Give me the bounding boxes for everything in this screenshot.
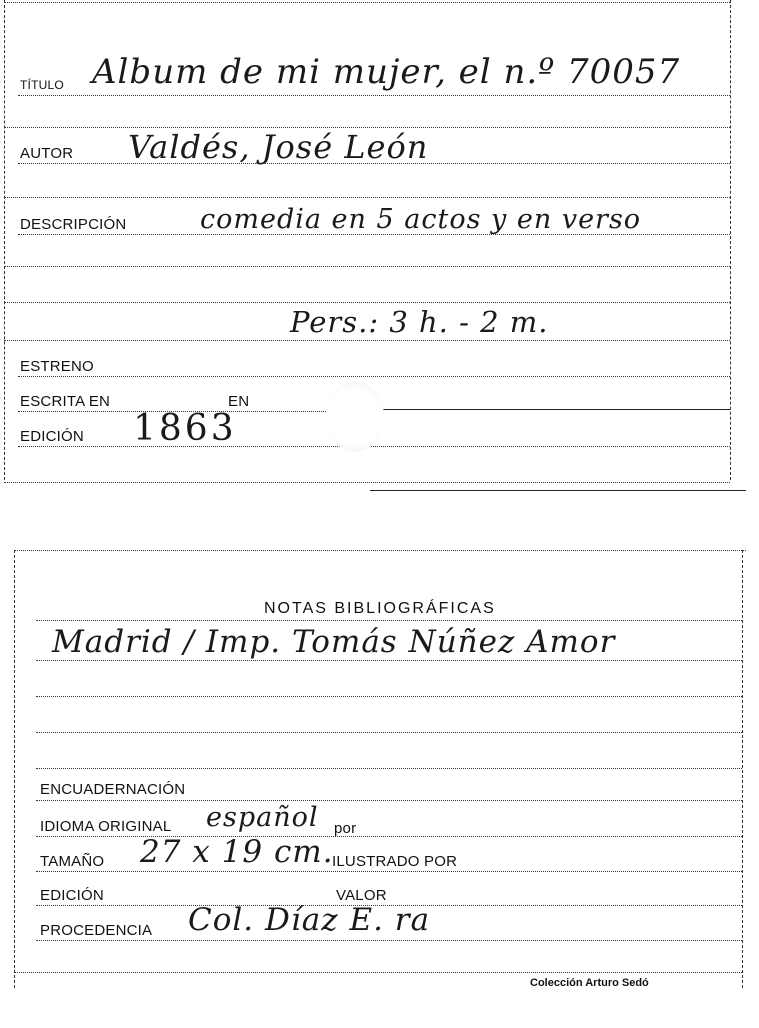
valor-label: VALOR [336, 887, 387, 904]
tamano-value: 27 x 19 cm. [140, 834, 334, 870]
estreno-rule [18, 376, 730, 377]
edicion-rule [18, 446, 730, 447]
rule-3 [4, 266, 730, 267]
rule-4 [4, 302, 730, 303]
card-bottom-edge [4, 482, 730, 483]
idioma-label: IDIOMA ORIGINAL [40, 818, 172, 835]
descripcion-label: DESCRIPCIÓN [20, 216, 127, 233]
estreno-label: ESTRENO [20, 358, 94, 375]
procedencia-value: Col. Díaz E. ra [188, 902, 431, 938]
descripcion-rule [18, 234, 730, 235]
ilustrado-label: ILUSTRADO POR [332, 853, 458, 870]
notas-value: Madrid / Imp. Tomás Núñez Amor [52, 624, 616, 660]
encuadernacion-label: ENCUADERNACIÓN [40, 781, 186, 798]
edicion-label: EDICIÓN [20, 428, 84, 445]
procedencia-label: PROCEDENCIA [40, 922, 153, 939]
card-right-edge-2 [742, 550, 743, 988]
en-label: EN [228, 393, 250, 410]
tamano-label: TAMAÑO [40, 853, 105, 870]
card-top-edge-2 [14, 550, 746, 551]
edicion-2-label: EDICIÓN [40, 887, 104, 904]
notas-line-4 [36, 768, 742, 769]
notas-rule [36, 620, 742, 621]
punch-hole [326, 382, 384, 452]
edicion-value: 1863 [133, 408, 237, 449]
escrita-en-label: ESCRITA EN [20, 393, 111, 410]
titulo-value: Album de mi mujer, el n.º 70057 [92, 52, 681, 92]
notas-heading: NOTAS BIBLIOGRÁFICAS [264, 600, 496, 617]
notas-line-3 [36, 732, 742, 733]
procedencia-rule [36, 940, 742, 941]
autor-label: AUTOR [20, 145, 74, 162]
notas-line-2 [36, 696, 742, 697]
rule-5 [4, 340, 730, 341]
card-top-edge [4, 2, 730, 3]
autor-value: Valdés, José León [128, 128, 429, 166]
titulo-label: TÍTULO [20, 78, 64, 92]
tamano-rule [36, 871, 742, 872]
idioma-value: español [206, 802, 319, 833]
en-rule [382, 409, 730, 410]
notas-line-1 [36, 660, 742, 661]
card-left-edge [4, 0, 5, 480]
por-label: por [334, 820, 357, 837]
catalog-card-bottom [0, 540, 759, 1028]
card-shadow-edge [370, 490, 746, 491]
autor-rule [18, 163, 730, 164]
card-bottom-edge-2 [14, 972, 742, 973]
encuadernacion-rule [36, 800, 742, 801]
titulo-rule [18, 95, 730, 96]
descripcion-value: comedia en 5 actos y en verso [200, 204, 642, 235]
rule-2 [4, 197, 730, 198]
card-left-edge-2 [14, 550, 15, 988]
card-right-edge [730, 0, 731, 480]
catalog-card-top [0, 0, 759, 500]
personajes-note: Pers.: 3 h. - 2 m. [290, 305, 549, 339]
collection-footer: Colección Arturo Sedó [530, 977, 649, 989]
